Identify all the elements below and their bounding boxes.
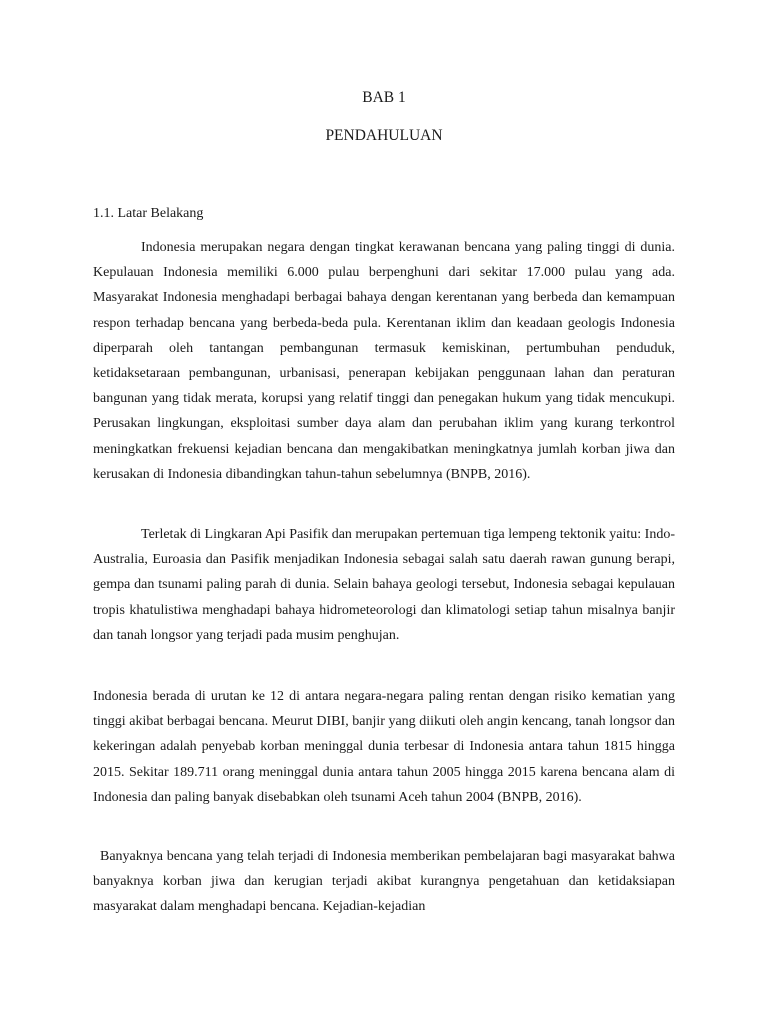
paragraph-4: Banyaknya bencana yang telah terjadi di Indonesia memberikan pembelajaran bagi masyarakat bahwa banyaknya korban jiwa dan kerugian terjadi akibat kurangnya pengetahuan dan ketidaksiapan masyarakat dalam menghadapi bencana. Kejadian-kejadian	[93, 849, 675, 915]
paragraph-3: Indonesia berada di urutan ke 12 di antara negara-negara paling rentan dengan risiko kematian yang tinggi akibat berbagai bencana. Meurut DIBI, banjir yang diikuti oleh angin kencang, tanah longsor dan kekeringan adalah penyebab korban meninggal dunia terbesar di Indonesia antara tahun 1815 hingga 2015. Sekitar 189.711 orang meninggal dunia antara tahun 2005 hingga 2015 karena bencana alam di Indonesia dan paling banyak disebabkan oleh tsunami Aceh tahun 2004 (BNPB, 2016).	[93, 689, 675, 805]
chapter-number: BAB 1	[362, 89, 406, 106]
paragraph-1: Indonesia merupakan negara dengan tingkat kerawanan bencana yang paling tinggi di dunia. Kepulauan Indonesia memiliki 6.000 pulau berpenghuni dari sekitar 17.000 pulau yang ada. Masyarakat Indonesia menghadapi berbagai bahaya dengan kerentanan yang berbeda dan kemampuan respon terhadap bencana yang berbeda-beda pula. Kerentanan iklim dan keadaan geologis Indonesia diperparah oleh tantangan pembangunan termasuk kemiskinan, pertumbuhan penduduk, ketidaksetaraan pembangunan, urbanisasi, penerapan kebijakan penggunaan lahan dan peraturan bangunan yang tidak merata, korupsi yang relatif tinggi dan penegakan hukum yang tidak mencukupi. Perusakan lingkungan, eksploitasi sumber daya alam dan perubahan iklim yang kurang terkontrol meningkatkan frekuensi kejadian bencana dan mengakibatkan meningkatnya jumlah korban jiwa dan kerusakan di Indonesia dibandingkan tahun-tahun sebelumnya (BNPB, 2016).	[93, 240, 675, 482]
section-heading: 1.1. Latar Belakang	[93, 206, 204, 221]
document-page	[93, 0, 675, 1024]
chapter-title: PENDAHULUAN	[325, 127, 443, 144]
paragraph-2: Terletak di Lingkaran Api Pasifik dan merupakan pertemuan tiga lempeng tektonik yaitu: Indo-Australia, Euroasia dan Pasifik menjadikan Indonesia sebagai salah satu daerah rawan gunung berapi, gempa dan tsunami paling parah di dunia. Selain bahaya geologi tersebut, Indonesia sebagai kepulauan tropis khatulistiwa menghadapi bahaya hidrometeorologi dan klimatologi setiap tahun misalnya banjir dan tanah longsor yang terjadi pada musim penghujan.	[93, 527, 675, 643]
